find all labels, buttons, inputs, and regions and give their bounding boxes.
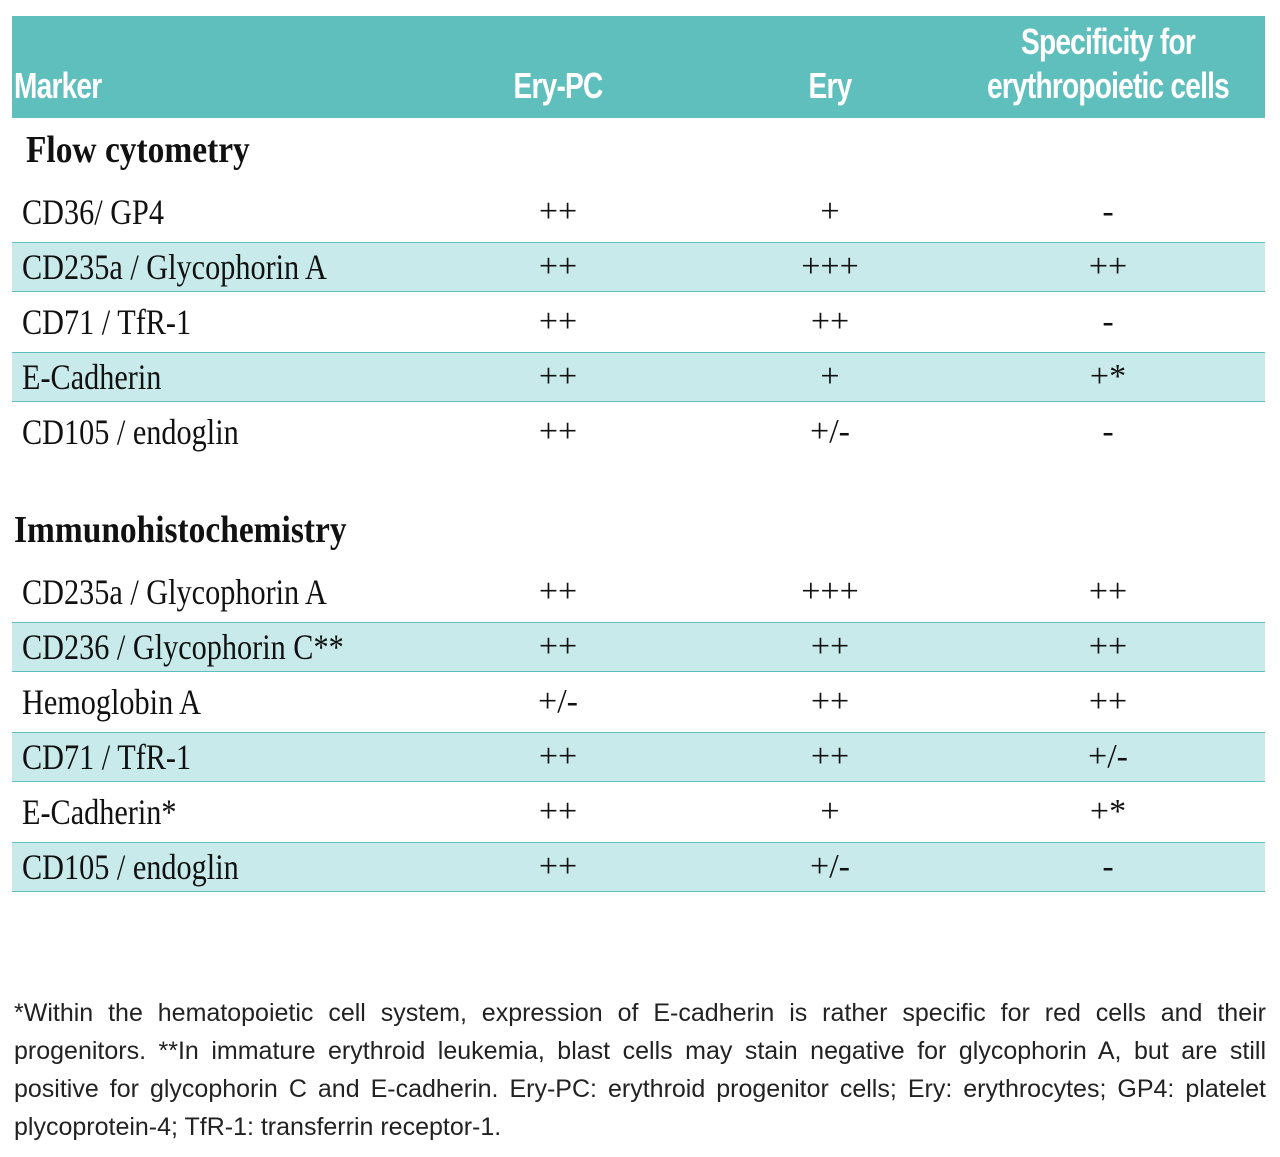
- table-footnote: *Within the hematopoietic cell system, expression of E-cadherin is rather specific for red cells and their progenitors. **In immature erythroid leukemia, blast cells may stain negative for glycophorin A, but are still positive for glycophorin C and E-cadherin. Ery-PC: erythroid progenitor cells; Ery: erythrocytes; GP4: platelet plycoprotein-4; TfR-1: transferrin receptor-1.: [14, 999, 1266, 1141]
- header-specificity-line2: erythropoietic cells: [987, 65, 1229, 106]
- row-marker: Hemoglobin A: [22, 682, 201, 722]
- table-row: CD235a / Glycophorin A ++ +++ ++: [12, 242, 1265, 292]
- table-row: CD235a / Glycophorin A ++ +++ ++: [12, 562, 1265, 622]
- row-marker: CD36/ GP4: [22, 192, 164, 232]
- section-spacer: [12, 462, 1265, 498]
- row-marker: CD236 / Glycophorin C**: [22, 627, 344, 667]
- table-row: CD236 / Glycophorin C** ++ ++ ++: [12, 622, 1265, 672]
- marker-table: [12, 16, 1265, 892]
- table-row: CD105 / endoglin ++ +/- -: [12, 842, 1265, 892]
- table-row: Hemoglobin A +/- ++ ++: [12, 672, 1265, 732]
- table-header: Marker Ery-PC Ery Specificity for erythropoietic cells: [12, 16, 1265, 118]
- section-title-immunohistochemistry: Immunohistochemistry: [14, 509, 347, 551]
- row-marker: CD235a / Glycophorin A: [22, 572, 327, 612]
- row-marker: CD105 / endoglin: [22, 847, 239, 887]
- table-row: E-Cadherin* ++ + +*: [12, 782, 1265, 842]
- table-row: CD71 / TfR-1 ++ ++ -: [12, 292, 1265, 352]
- row-marker: CD71 / TfR-1: [22, 737, 192, 777]
- row-marker: CD235a / Glycophorin A: [22, 247, 327, 287]
- header-marker: Marker: [14, 65, 102, 106]
- row-marker: CD105 / endoglin: [22, 412, 239, 452]
- row-marker: E-Cadherin: [22, 357, 162, 397]
- table-row: CD105 / endoglin ++ +/- -: [12, 402, 1265, 462]
- table-row: CD36/ GP4 ++ + -: [12, 182, 1265, 242]
- row-marker: E-Cadherin*: [22, 792, 177, 832]
- section-title-flow-cytometry: Flow cytometry: [26, 129, 250, 171]
- table-row: CD71 / TfR-1 ++ ++ +/-: [12, 732, 1265, 782]
- row-marker: CD71 / TfR-1: [22, 302, 192, 342]
- table-row: E-Cadherin ++ + +*: [12, 352, 1265, 402]
- header-specificity-line1: Specificity for: [1021, 21, 1195, 62]
